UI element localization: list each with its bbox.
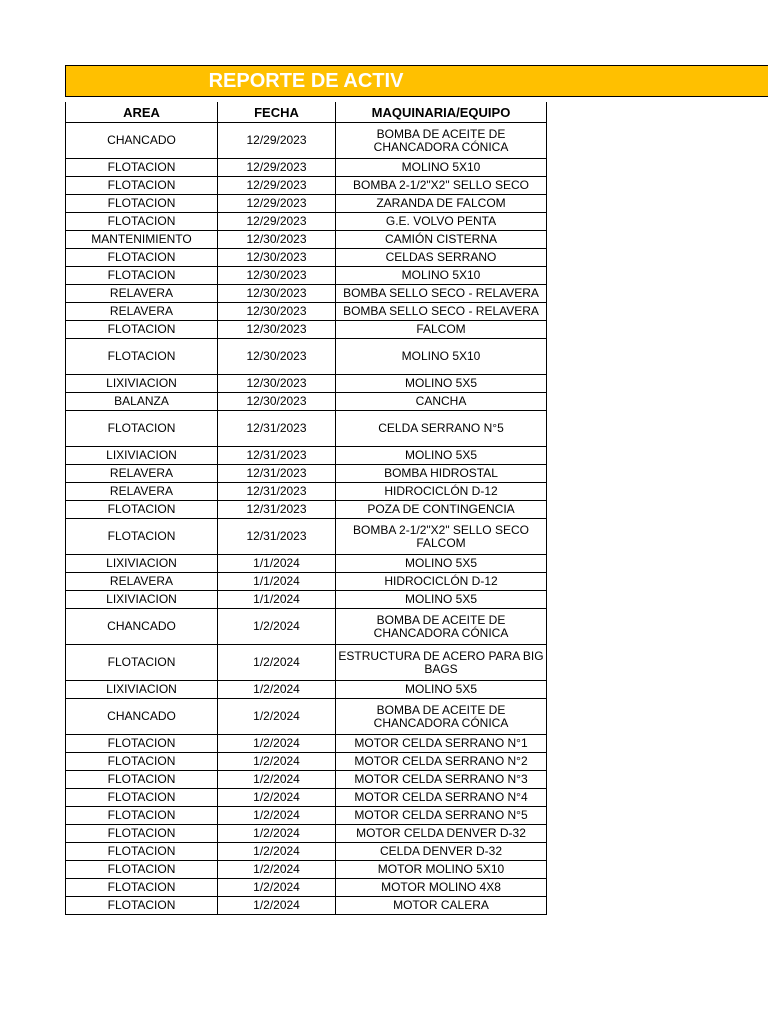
cell-fecha[interactable]: 12/31/2023	[218, 501, 336, 519]
cell-maquinaria[interactable]: MOTOR CELDA SERRANO N°1	[336, 735, 547, 753]
cell-maquinaria[interactable]: MOTOR CALERA	[336, 897, 547, 915]
table-row	[66, 375, 547, 393]
cell-fecha[interactable]: 12/31/2023	[218, 411, 336, 447]
cell-area[interactable]: FLOTACION	[66, 825, 218, 843]
table-row	[66, 609, 547, 645]
cell-area[interactable]: FLOTACION	[66, 267, 218, 285]
cell-maquinaria[interactable]: CELDA SERRANO N°5	[336, 411, 547, 447]
cell-fecha[interactable]: 1/2/2024	[218, 789, 336, 807]
cell-maquinaria[interactable]: CELDAS SERRANO	[336, 249, 547, 267]
cell-maquinaria[interactable]: HIDROCICLÓN D-12	[336, 573, 547, 591]
table-row	[66, 573, 547, 591]
cell-fecha[interactable]: 12/29/2023	[218, 195, 336, 213]
cell-area[interactable]: FLOTACION	[66, 519, 218, 555]
cell-fecha[interactable]: 12/31/2023	[218, 519, 336, 555]
cell-maquinaria[interactable]: FALCOM	[336, 321, 547, 339]
cell-fecha[interactable]: 12/29/2023	[218, 177, 336, 195]
table-row	[66, 861, 547, 879]
table-row	[66, 843, 547, 861]
table-row	[66, 303, 547, 321]
cell-maquinaria[interactable]: BOMBA 2-1/2"X2" SELLO SECO FALCOM	[336, 519, 547, 555]
cell-maquinaria[interactable]: CANCHA	[336, 393, 547, 411]
cell-area[interactable]: CHANCADO	[66, 123, 218, 159]
cell-area[interactable]: FLOTACION	[66, 249, 218, 267]
cell-fecha[interactable]: 12/30/2023	[218, 249, 336, 267]
cell-area[interactable]: MANTENIMIENTO	[66, 231, 218, 249]
cell-fecha[interactable]: 1/2/2024	[218, 735, 336, 753]
cell-area[interactable]: FLOTACION	[66, 771, 218, 789]
report-title-banner	[65, 65, 768, 97]
cell-fecha[interactable]: 12/31/2023	[218, 447, 336, 465]
cell-fecha[interactable]: 1/2/2024	[218, 879, 336, 897]
column-header-fecha: FECHA	[218, 102, 336, 123]
cell-maquinaria[interactable]: MOLINO 5X10	[336, 267, 547, 285]
cell-fecha[interactable]: 12/30/2023	[218, 321, 336, 339]
cell-fecha[interactable]: 12/30/2023	[218, 303, 336, 321]
table-row	[66, 591, 547, 609]
cell-maquinaria[interactable]: G.E. VOLVO PENTA	[336, 213, 547, 231]
table-row	[66, 267, 547, 285]
cell-fecha[interactable]: 1/2/2024	[218, 609, 336, 645]
cell-maquinaria[interactable]: CELDA DENVER D-32	[336, 843, 547, 861]
table-row	[66, 393, 547, 411]
table-row	[66, 825, 547, 843]
cell-area[interactable]: FLOTACION	[66, 321, 218, 339]
cell-area[interactable]: BALANZA	[66, 393, 218, 411]
cell-fecha[interactable]: 12/30/2023	[218, 285, 336, 303]
cell-fecha[interactable]: 12/29/2023	[218, 123, 336, 159]
cell-maquinaria[interactable]: BOMBA HIDROSTAL	[336, 465, 547, 483]
table-row	[66, 159, 547, 177]
cell-maquinaria[interactable]: MOTOR CELDA DENVER D-32	[336, 825, 547, 843]
cell-fecha[interactable]: 12/30/2023	[218, 393, 336, 411]
cell-fecha[interactable]: 12/30/2023	[218, 267, 336, 285]
table-row	[66, 339, 547, 375]
cell-area[interactable]: LIXIVIACION	[66, 555, 218, 573]
cell-maquinaria[interactable]: ESTRUCTURA DE ACERO PARA BIG BAGS	[336, 645, 547, 681]
header-row	[66, 102, 547, 123]
cell-maquinaria[interactable]: MOLINO 5X5	[336, 555, 547, 573]
cell-fecha[interactable]: 12/29/2023	[218, 213, 336, 231]
cell-area[interactable]: FLOTACION	[66, 843, 218, 861]
table-row	[66, 285, 547, 303]
cell-area[interactable]: CHANCADO	[66, 609, 218, 645]
cell-maquinaria[interactable]: MOTOR CELDA SERRANO N°5	[336, 807, 547, 825]
cell-maquinaria[interactable]: CAMIÓN CISTERNA	[336, 231, 547, 249]
cell-area[interactable]: FLOTACION	[66, 735, 218, 753]
cell-maquinaria[interactable]: MOLINO 5X5	[336, 591, 547, 609]
cell-area[interactable]: FLOTACION	[66, 645, 218, 681]
table-row	[66, 447, 547, 465]
cell-fecha[interactable]: 1/2/2024	[218, 753, 336, 771]
cell-area[interactable]: FLOTACION	[66, 159, 218, 177]
cell-fecha[interactable]: 12/30/2023	[218, 231, 336, 249]
cell-fecha[interactable]: 12/30/2023	[218, 375, 336, 393]
table-row	[66, 411, 547, 447]
cell-area[interactable]: RELAVERA	[66, 285, 218, 303]
table-row	[66, 699, 547, 735]
cell-fecha[interactable]: 1/2/2024	[218, 843, 336, 861]
cell-fecha[interactable]: 1/2/2024	[218, 771, 336, 789]
table-row	[66, 735, 547, 753]
cell-maquinaria[interactable]: MOTOR MOLINO 5X10	[336, 861, 547, 879]
table-row	[66, 753, 547, 771]
cell-maquinaria[interactable]: HIDROCICLÓN D-12	[336, 483, 547, 501]
cell-area[interactable]: RELAVERA	[66, 465, 218, 483]
column-header-maquinaria: MAQUINARIA/EQUIPO	[336, 102, 547, 123]
table-row	[66, 501, 547, 519]
cell-maquinaria[interactable]: MOTOR CELDA SERRANO N°4	[336, 789, 547, 807]
cell-area[interactable]: LIXIVIACION	[66, 447, 218, 465]
cell-area[interactable]: FLOTACION	[66, 177, 218, 195]
cell-fecha[interactable]: 12/29/2023	[218, 159, 336, 177]
cell-area[interactable]: FLOTACION	[66, 807, 218, 825]
table-row	[66, 249, 547, 267]
report-title: REPORTE DE ACTIV	[208, 70, 404, 92]
activity-table	[65, 102, 547, 915]
table-row	[66, 195, 547, 213]
cell-fecha[interactable]: 1/2/2024	[218, 699, 336, 735]
table-row	[66, 177, 547, 195]
cell-maquinaria[interactable]: POZA DE CONTINGENCIA	[336, 501, 547, 519]
cell-maquinaria[interactable]: MOLINO 5X10	[336, 159, 547, 177]
table-row	[66, 483, 547, 501]
cell-maquinaria[interactable]: ZARANDA DE FALCOM	[336, 195, 547, 213]
table-row	[66, 789, 547, 807]
table-header	[66, 102, 547, 123]
cell-area[interactable]: FLOTACION	[66, 411, 218, 447]
cell-fecha[interactable]: 1/1/2024	[218, 555, 336, 573]
table-row	[66, 897, 547, 915]
cell-maquinaria[interactable]: BOMBA DE ACEITE DE CHANCADORA CÓNICA	[336, 123, 547, 159]
cell-maquinaria[interactable]: MOLINO 5X5	[336, 681, 547, 699]
cell-maquinaria[interactable]: BOMBA DE ACEITE DE CHANCADORA CÓNICA	[336, 699, 547, 735]
table-body	[66, 123, 547, 915]
cell-area[interactable]: FLOTACION	[66, 339, 218, 375]
cell-area[interactable]: LIXIVIACION	[66, 375, 218, 393]
cell-maquinaria[interactable]: MOLINO 5X10	[336, 339, 547, 375]
cell-area[interactable]: LIXIVIACION	[66, 591, 218, 609]
column-header-area: AREA	[66, 102, 218, 123]
table-row	[66, 231, 547, 249]
cell-fecha[interactable]: 1/2/2024	[218, 825, 336, 843]
cell-fecha[interactable]: 12/31/2023	[218, 483, 336, 501]
cell-maquinaria[interactable]: BOMBA 2-1/2"X2" SELLO SECO	[336, 177, 547, 195]
cell-fecha[interactable]: 1/2/2024	[218, 681, 336, 699]
cell-area[interactable]: LIXIVIACION	[66, 681, 218, 699]
cell-area[interactable]: RELAVERA	[66, 303, 218, 321]
cell-fecha[interactable]: 12/31/2023	[218, 465, 336, 483]
cell-area[interactable]: FLOTACION	[66, 195, 218, 213]
table-row	[66, 519, 547, 555]
table-row	[66, 681, 547, 699]
table-row	[66, 645, 547, 681]
cell-area[interactable]: FLOTACION	[66, 213, 218, 231]
cell-fecha[interactable]: 1/2/2024	[218, 645, 336, 681]
cell-fecha[interactable]: 1/2/2024	[218, 807, 336, 825]
cell-area[interactable]: RELAVERA	[66, 573, 218, 591]
cell-area[interactable]: FLOTACION	[66, 879, 218, 897]
table-row	[66, 555, 547, 573]
table-row	[66, 807, 547, 825]
table-row	[66, 879, 547, 897]
table-row	[66, 465, 547, 483]
cell-area[interactable]: FLOTACION	[66, 789, 218, 807]
table-row	[66, 321, 547, 339]
cell-fecha[interactable]: 1/2/2024	[218, 861, 336, 879]
table-row	[66, 123, 547, 159]
cell-fecha[interactable]: 1/1/2024	[218, 591, 336, 609]
cell-area[interactable]: RELAVERA	[66, 483, 218, 501]
cell-area[interactable]: CHANCADO	[66, 699, 218, 735]
cell-maquinaria[interactable]: MOLINO 5X5	[336, 375, 547, 393]
cell-maquinaria[interactable]: MOTOR CELDA SERRANO N°3	[336, 771, 547, 789]
cell-area[interactable]: FLOTACION	[66, 897, 218, 915]
cell-maquinaria[interactable]: MOTOR MOLINO 4X8	[336, 879, 547, 897]
cell-area[interactable]: FLOTACION	[66, 501, 218, 519]
cell-fecha[interactable]: 1/2/2024	[218, 897, 336, 915]
table-row	[66, 771, 547, 789]
table-row	[66, 213, 547, 231]
cell-maquinaria[interactable]: BOMBA DE ACEITE DE CHANCADORA CÓNICA	[336, 609, 547, 645]
cell-fecha[interactable]: 12/30/2023	[218, 339, 336, 375]
cell-maquinaria[interactable]: MOTOR CELDA SERRANO N°2	[336, 753, 547, 771]
cell-fecha[interactable]: 1/1/2024	[218, 573, 336, 591]
cell-maquinaria[interactable]: BOMBA SELLO SECO - RELAVERA	[336, 303, 547, 321]
cell-maquinaria[interactable]: BOMBA SELLO SECO - RELAVERA	[336, 285, 547, 303]
cell-area[interactable]: FLOTACION	[66, 861, 218, 879]
cell-maquinaria[interactable]: MOLINO 5X5	[336, 447, 547, 465]
cell-area[interactable]: FLOTACION	[66, 753, 218, 771]
